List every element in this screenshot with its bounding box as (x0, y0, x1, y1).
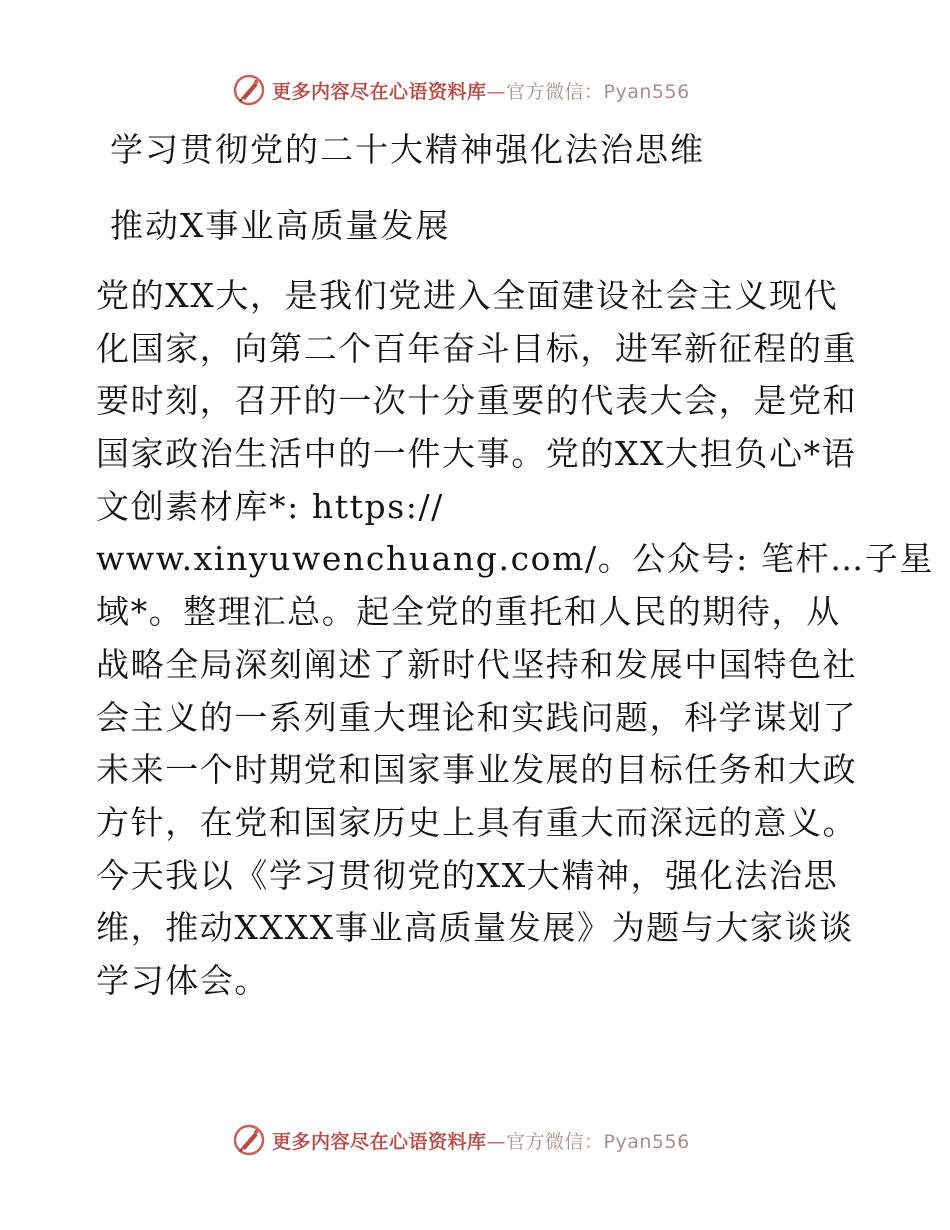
body-line: 战略全局深刻阐述了新时代坚持和发展中国特色社 (96, 644, 858, 684)
quill-pen-circle-icon (232, 1123, 266, 1157)
banner-separator: — (486, 80, 507, 103)
body-line: 今天我以《学习贯彻党的XX大精神，强化法治思 (96, 855, 839, 895)
banner-text (272, 77, 690, 104)
body-line: 党的XX大，是我们党进入全面建设社会主义现代 (96, 276, 839, 315)
banner-highlight-text: 更多内容尽在心语资料库 (272, 1130, 487, 1153)
body-line: 方针，在党和国家历史上具有重大而深远的意义。 (96, 802, 858, 842)
quill-pen-circle-icon (232, 73, 266, 107)
body-line: 化国家，向第二个百年奋斗目标，进军新征程的重 (96, 328, 858, 368)
banner-text (272, 1127, 690, 1154)
banner-wechat-id: Pyan556 (603, 80, 690, 103)
body-line: 文创素材库*: https:// (96, 486, 444, 526)
document-title-line-2: 推动X事业高质量发展 (110, 206, 451, 245)
header-banner (232, 72, 690, 108)
banner-highlight-text: 更多内容尽在心语资料库 (272, 80, 487, 103)
footer-banner (232, 1122, 690, 1158)
banner-wechat-label: 官方微信： (506, 80, 604, 103)
body-line: 会主义的一系列重大理论和实践问题，科学谋划了 (96, 697, 858, 737)
body-line: 域*。整理汇总。起全党的重托和人民的期待，从 (96, 592, 841, 632)
body-line: 要时刻，召开的一次十分重要的代表大会，是党和 (96, 381, 858, 421)
document-title-line-1: 学习贯彻党的二十大精神强化法治思维 (110, 130, 705, 169)
banner-wechat-id: Pyan556 (603, 1130, 690, 1153)
banner-wechat-label: 官方微信： (506, 1130, 604, 1153)
body-line: 维，推动XXXX事业高质量发展》为题与大家谈谈 (96, 908, 854, 948)
body-line: 学习体会。 (96, 960, 269, 1000)
document-body-paragraph (96, 270, 934, 1008)
body-line: www.xinyuwenchuang.com/。公众号: 笔杆…子星 (96, 539, 934, 579)
body-line: 未来一个时期党和国家事业发展的目标任务和大政 (96, 750, 858, 790)
body-line: 国家政治生活中的一件大事。党的XX大担负心*语 (96, 434, 857, 474)
banner-separator: — (486, 1130, 507, 1153)
